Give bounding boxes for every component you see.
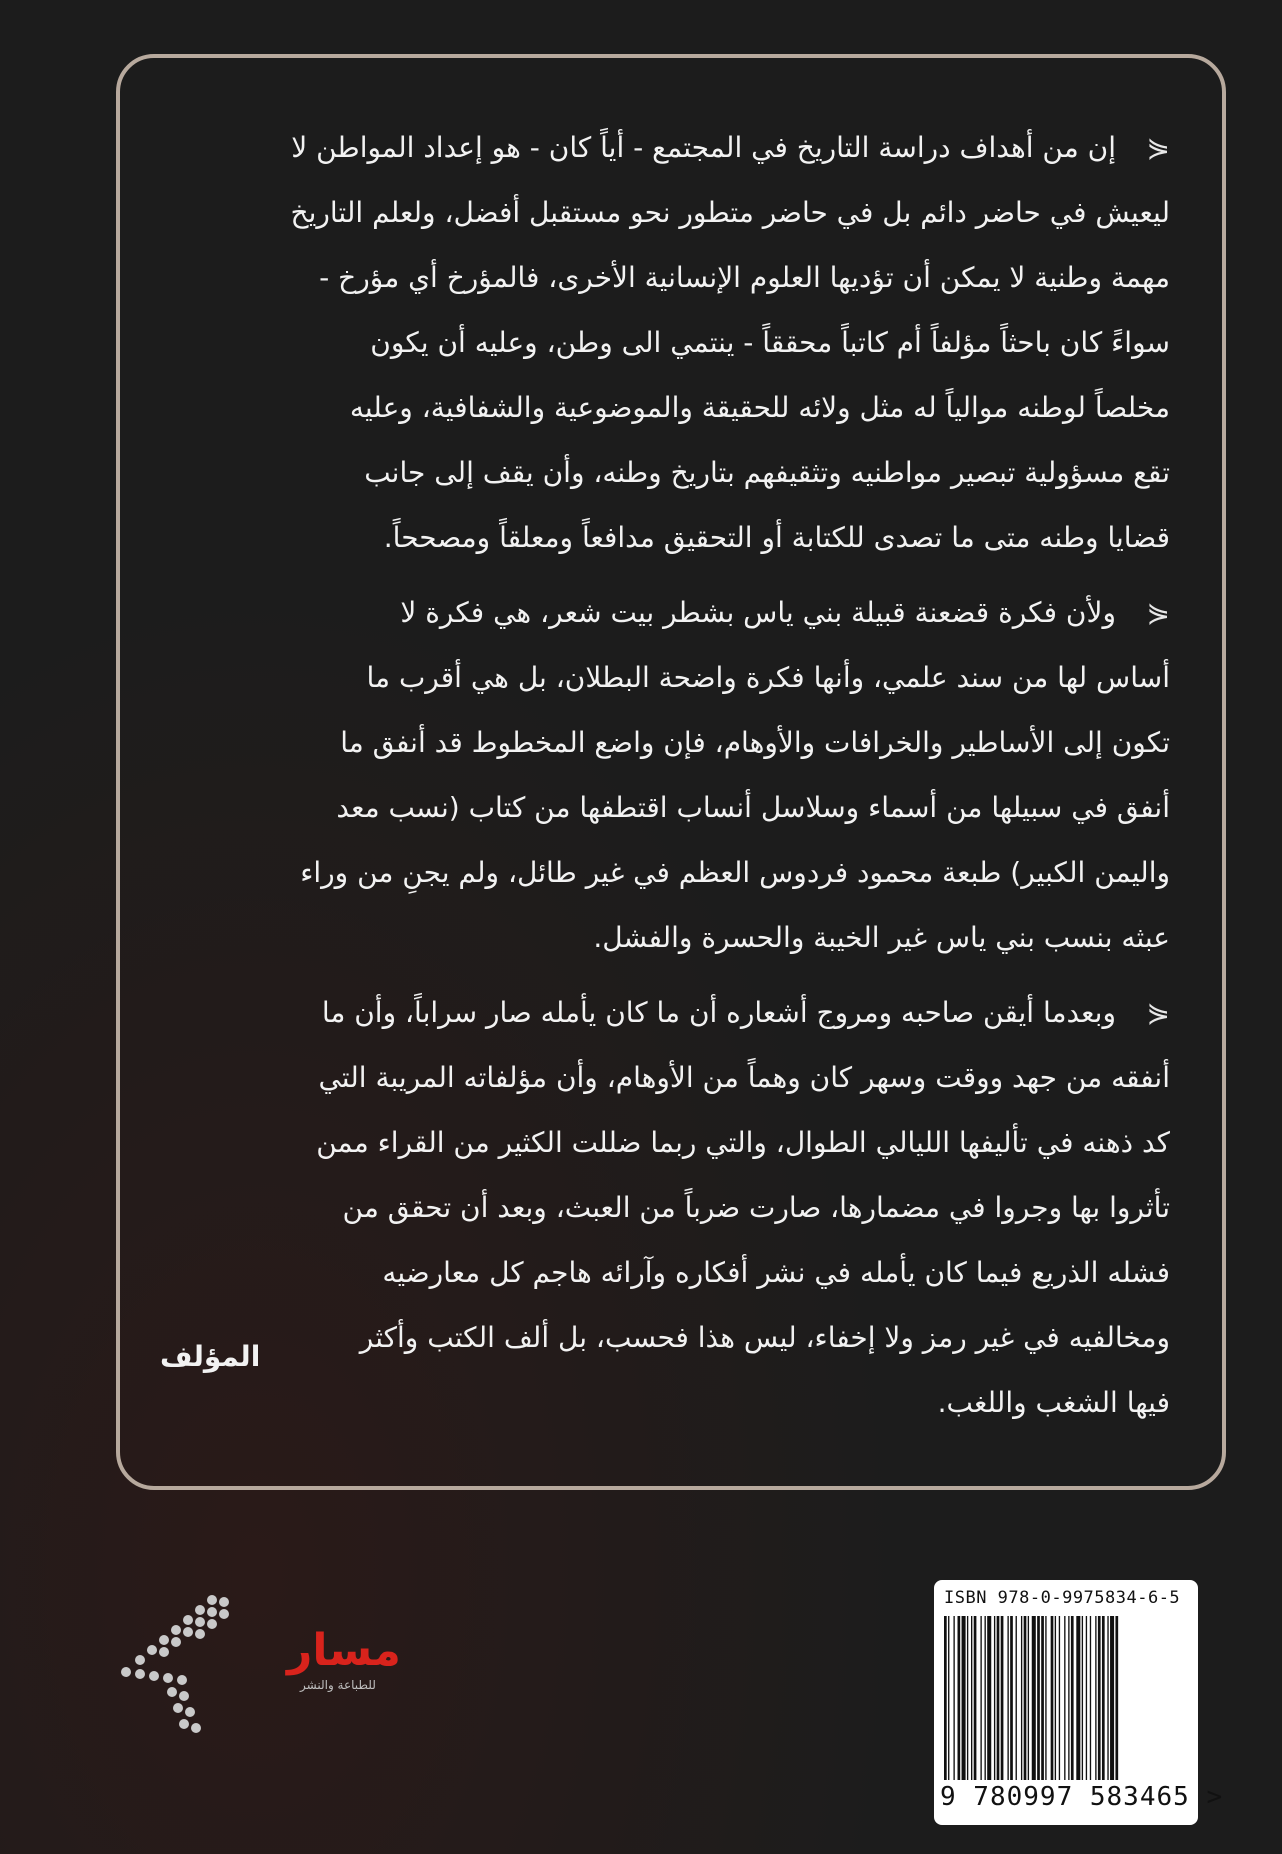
barcode-bar: [1064, 1616, 1065, 1780]
barcode-bar: [1007, 1616, 1008, 1780]
barcode-bar: [958, 1616, 961, 1780]
barcode-bar: [1086, 1616, 1087, 1780]
barcode-bar: [1051, 1616, 1054, 1780]
publisher-logo: [112, 1580, 401, 1740]
paragraph-line: ليعيش في حاضر دائم بل في حاضر متطور نحو مستقبل أفضل، ولعلم التاريخ: [290, 196, 1170, 229]
barcode-bar: [994, 1616, 995, 1780]
barcode-bar: [1107, 1616, 1108, 1780]
arrow-bullet-icon: ⋞: [1146, 131, 1170, 164]
barcode-bar: [980, 1616, 981, 1780]
publisher-tagline: للطباعة والنشر: [300, 1678, 376, 1692]
barcode-bar: [948, 1616, 949, 1780]
barcode-bar: [1110, 1616, 1114, 1780]
barcode-bar: [1041, 1616, 1044, 1780]
barcode-bar: [1082, 1616, 1083, 1780]
barcode-bar: [1021, 1616, 1022, 1780]
barcode-bar: [944, 1616, 947, 1780]
paragraph: [160, 115, 1170, 570]
paragraph-line: مهمة وطنية لا يمكن أن تؤديها العلوم الإنسانية الأخرى، فالمؤرخ أي مؤرخ -: [319, 261, 1170, 294]
barcode-bar: [1071, 1616, 1074, 1780]
paragraph-line: أساس لها من سند علمي، وأنها فكرة واضحة البطلان، بل هي أقرب ما: [366, 661, 1170, 694]
paragraph-line: كد ذهنه في تأليفها الليالي الطوال، والتي ربما ضللت الكثير من القراء ممن: [316, 1126, 1170, 1159]
paragraph-line: فشله الذريع فيما كان يأمله في نشر أفكاره وآرائه هاجم كل معارضيه: [382, 1256, 1170, 1289]
paragraph-line: قضايا وطنه متى ما تصدى للكتابة أو التحقيق مدافعاً ومعلقاً ومصححاً.: [383, 521, 1170, 554]
paragraph: [160, 580, 1170, 970]
back-cover-text: [160, 115, 1170, 1445]
barcode-bar: [967, 1616, 968, 1780]
paragraph-line: مخلصاً لوطنه موالياً له مثل ولائه للحقيقة والموضوعية والشفافية، وعليه: [349, 391, 1170, 424]
barcode-bar: [1037, 1616, 1040, 1780]
barcode-bar: [1090, 1616, 1091, 1780]
paragraph-line: ⋞وبعدما أيقن صاحبه ومروج أشعاره أن ما كان يأمله صار سراباً، وأن ما: [160, 980, 1170, 1045]
barcode-number: 9 780997 583465 >: [940, 1782, 1224, 1812]
paragraph-line: ⋞ولأن فكرة قضعنة قبيلة بني ياس بشطر بيت شعر، هي فكرة لا: [160, 580, 1170, 645]
paragraph-line: عبثه بنسب بني ياس غير الخيبة والحسرة والفشل.: [593, 921, 1170, 954]
barcode-bar: [1010, 1616, 1013, 1780]
barcode-bar: [1016, 1616, 1017, 1780]
barcode-bar: [1095, 1616, 1096, 1780]
paragraph-line: ⋞إن من أهداف دراسة التاريخ في المجتمع - أياً كان - هو إعداد المواطن لا: [160, 115, 1170, 180]
arrow-bullet-icon: ⋞: [1146, 996, 1170, 1029]
barcode-icon: [944, 1616, 1188, 1780]
barcode-bar: [1024, 1616, 1027, 1780]
barcode-label: [934, 1580, 1224, 1825]
paragraph-line: سواءً كان باحثاً مؤلفاً أم كاتباً محققاً - ينتمي الى وطن، وعليه أن يكون: [370, 326, 1170, 359]
barcode-bar: [1098, 1616, 1101, 1780]
publisher-name: مسار: [287, 1625, 401, 1676]
barcode-bar: [1055, 1616, 1056, 1780]
barcode-bar: [1032, 1616, 1036, 1780]
barcode-bar: [1028, 1616, 1029, 1780]
barcode-bar: [1045, 1616, 1046, 1780]
paragraph-line: فيها الشغب واللغب.: [937, 1386, 1170, 1419]
barcode-bar: [1102, 1616, 1105, 1780]
barcode-bar: [1001, 1616, 1004, 1780]
paragraph-line: واليمن الكبير) طبعة محمود فردوس العظم في غير طائل، ولم يجنِ من وراء: [300, 856, 1170, 889]
barcode-bar: [1076, 1616, 1080, 1780]
barcode-bar: [962, 1616, 966, 1780]
paragraph-line: تقع مسؤولية تبصير مواطنيه وتثقيفهم بتاريخ وطنه، وأن يقف إلى جانب: [364, 456, 1170, 489]
arrow-logo-icon: [112, 1580, 282, 1740]
barcode-bar: [971, 1616, 972, 1780]
barcode-bar: [974, 1616, 977, 1780]
paragraph-line: أنفقه من جهد ووقت وسهر كان وهماً من الأوهام، وأن مؤلفاته المريبة التي: [318, 1061, 1170, 1094]
paragraph-line: ومخالفيه في غير رمز ولا إخفاء، ليس هذا فحسب، بل ألف الكتب وأكثر: [359, 1321, 1170, 1354]
barcode-bar: [997, 1616, 1000, 1780]
barcode-bar: [1068, 1616, 1069, 1780]
isbn-text: ISBN 978-0-9975834-6-5: [944, 1588, 1181, 1608]
arrow-bullet-icon: ⋞: [1146, 596, 1170, 629]
author-signature: المؤلف: [160, 1340, 261, 1373]
paragraph-line: تكون إلى الأساطير والخرافات والأوهام، فإن واضع المخطوط قد أنفق ما: [340, 726, 1170, 759]
barcode-bar: [1059, 1616, 1060, 1780]
barcode-bar: [1115, 1616, 1118, 1780]
barcode-bar: [953, 1616, 954, 1780]
paragraph-line: أنفق في سبيلها من أسماء وسلاسل أنساب اقتطفها من كتاب (نسب معد: [336, 791, 1170, 824]
paragraph-line: تأثروا بها وجروا في مضمارها، صارت ضرباً من العبث، وبعد أن تحقق من: [342, 1191, 1170, 1224]
barcode-bar: [985, 1616, 986, 1780]
barcode-bar: [987, 1616, 991, 1780]
